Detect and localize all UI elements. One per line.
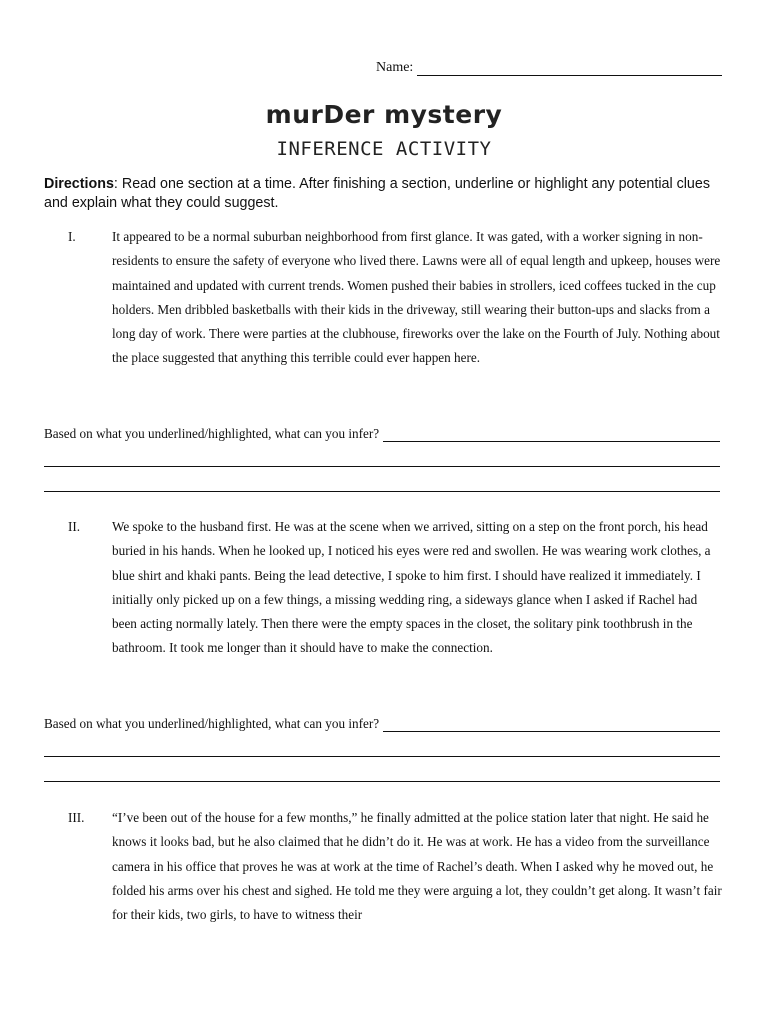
section-2 [44,515,724,661]
section-3 [44,806,724,927]
section-text: “I’ve been out of the house for a few months,” he finally admitted at the police station later that night. He said he knows it looks bad, but he also claimed that he didn’t do it. He was at work. He has a video from the surveillance camera in his office that proves he was at work at the time of Rachel’s death. When I asked why he moved out, he folded his arms over his chest and sighed. He told me they were arguing a lot, they couldn’t get along. It wasn’t fair for their kids, two girls, to have to witness their [112,810,722,923]
infer-block-2 [44,714,720,782]
name-row [376,60,722,76]
answer-line[interactable] [44,467,720,492]
page-subtitle: INFERENCE ACTIVITY [276,138,492,160]
answer-line[interactable] [383,429,720,442]
answer-line[interactable] [44,442,720,467]
answer-line[interactable] [383,719,720,732]
section-text: We spoke to the husband first. He was at the scene when we arrived, sitting on a step on the front porch, his head buried in his hands. When he looked up, I noticed his eyes were red and swollen. He was wearing work clothes, a blue shirt and khaki pants. Being the lead detective, I spoke to him first. I should have realized it immediately. I initially only picked up on a few things, a missing wedding ring, a sideways glance when I asked if Rachel had been acting normally lately. Then there were the empty spaces in the closet, the solitary pink toothbrush in the bathroom. It took me longer than it should have to make the connection. [112,519,711,656]
name-line[interactable] [417,63,722,76]
infer-block-1 [44,424,720,492]
name-label: Name: [376,60,414,75]
infer-prompt: Based on what you underlined/highlighted, what can you infer? [44,426,380,441]
directions-text: : Read one section at a time. After finishing a section, underline or highlight any potential clues and explain what they could suggest. [44,176,710,211]
infer-prompt: Based on what you underlined/highlighted, what can you infer? [44,716,380,731]
infer-question [44,424,720,442]
section-1 [44,225,724,371]
infer-question [44,714,720,732]
section-number: II. [68,519,81,534]
section-number: III. [68,810,85,825]
page-title: murDer mystery [265,100,503,129]
directions [44,175,734,213]
answer-line[interactable] [44,732,720,757]
section-number: I. [68,229,76,244]
directions-label: Directions [44,176,114,192]
section-text: It appeared to be a normal suburban neighborhood from first glance. It was gated, with a worker signing in non-residents to ensure the safety of everyone who lived there. Lawns were all of equal length and upkeep, houses were maintained and updated with current trends. Women pushed their babies in strollers, iced coffees tucked in the cup holders. Men dribbled basketballs with their kids in the driveway, still wearing their button-ups and slacks from a long day of work. There were parties at the clubhouse, fireworks over the lake on the Fourth of July. Nothing about the place suggested that anything this terrible could ever happen here. [112,229,721,366]
answer-line[interactable] [44,757,720,782]
